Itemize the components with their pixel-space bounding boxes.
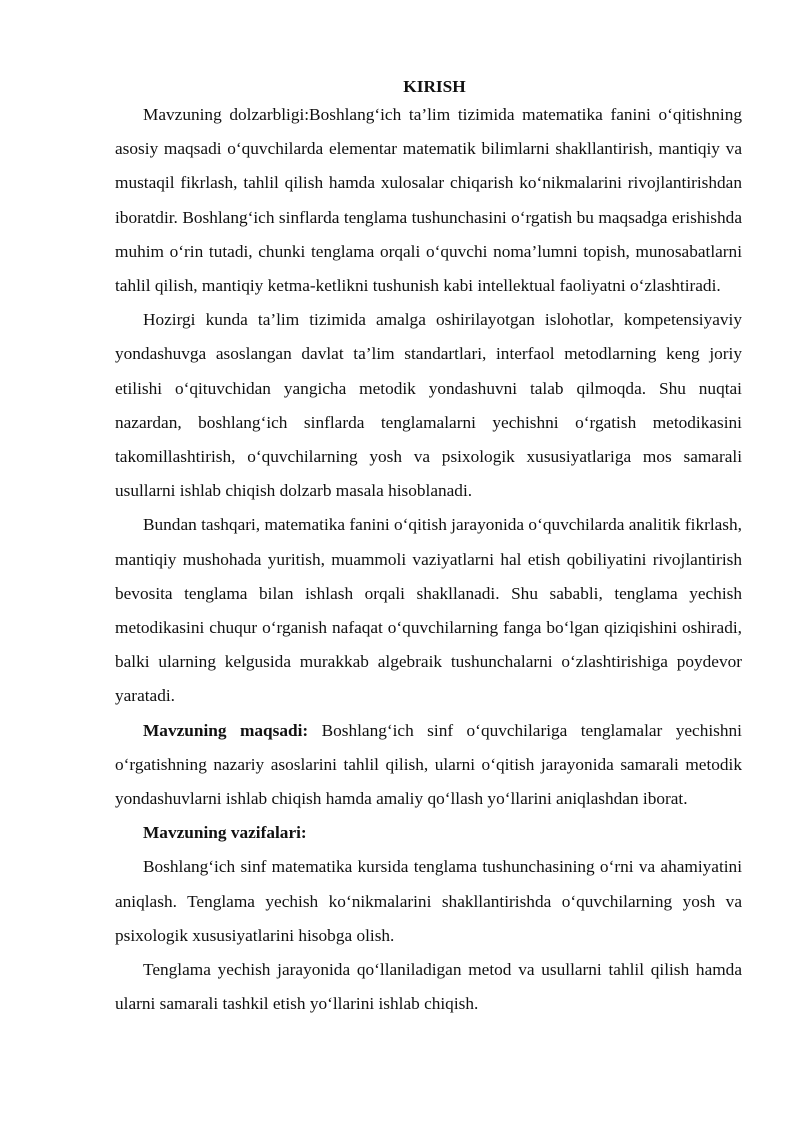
- task-item-2: Tenglama yechish jarayonida qo‘llaniladigan metod va usullarni tahlil qilish hamda ularni samarali tashkil etish yo‘llarini ishlab chiqish.: [115, 960, 742, 1014]
- goal-text: Boshlang‘ich sinf o‘quvchilariga tenglamalar yechishni o‘rgatishning nazariy asoslarini tahlil qilish, ularni o‘qitish jarayonida samarali metodik yondashuvlarni ishlab chiqish hamda amaliy qo‘llash yo‘llarini aniqlashdan iborat.: [115, 720, 742, 809]
- paragraph-goal: [115, 714, 742, 817]
- tasks-heading: Mavzuning vazifalari:: [143, 823, 307, 843]
- paragraph-analytic-thinking: Bundan tashqari, matematika fanini o‘qitish jarayonida o‘quvchilarda analitik fikrlash, mantiqiy mushohada yuritish, muammoli vaziyatlarni hal etish qobiliyatini rivojlantirish bevosita tenglama bilan ishlash orqali shakllanadi. Shu sababli, tenglama yechish metodikasini chuqur o‘rganish nafaqat o‘quvchilarning fanga bo‘lgan qiziqishini oshiradi, balki ularning kelgusida murakkab algebraik tushunchalarni o‘zlashtirishiga poydevor yaratadi.: [115, 515, 742, 706]
- paragraph-reforms: Hozirgi kunda ta’lim tizimida amalga oshirilayotgan islohotlar, kompetensiyaviy yondashuvga asoslangan davlat ta’lim standartlari, interfaol metodlarning keng joriy etilishi o‘qituvchidan yangicha metodik yondashuvni talab qilmoqda. Shu nuqtai nazardan, boshlang‘ich sinflarda tenglamalarni yechishni o‘rgatish metodikasini takomillashtirish, o‘quvchilarning yosh va psixologik xususiyatlariga mos samarali usullarni ishlab chiqish dolzarb masala hisoblanadi.: [115, 310, 742, 501]
- document-page: [115, 76, 742, 1021]
- document-title: KIRISH: [403, 77, 466, 96]
- paragraph-relevance: Mavzuning dolzarbligi:Boshlang‘ich ta’lim tizimida matematika fanini o‘qitishning asosiy maqsadi o‘quvchilarda elementar matematik bilimlarni shakllantirish, mantiqiy va mustaqil fikrlash, tahlil qilish hamda xulosalar chiqarish ko‘nikmalarini rivojlantirishdan iboratdir. Boshlang‘ich sinflarda tenglama tushunchasini o‘rgatish bu maqsadga erishishda muhim o‘rin tutadi, chunki tenglama orqali o‘quvchi noma’lumni topish, munosabatlarni tahlil qilish, mantiqiy ketma-ketlikni tushunish kabi intellektual faoliyatni o‘zlashtiradi.: [115, 105, 742, 296]
- task-item-1: Boshlang‘ich sinf matematika kursida tenglama tushunchasining o‘rni va ahamiyatini aniqlash. Tenglama yechish ko‘nikmalarini shakllantirishda o‘quvchilarning yosh va psixologik xususiyatlarini hisobga olish.: [115, 857, 742, 945]
- goal-label: Mavzuning maqsadi:: [143, 720, 309, 740]
